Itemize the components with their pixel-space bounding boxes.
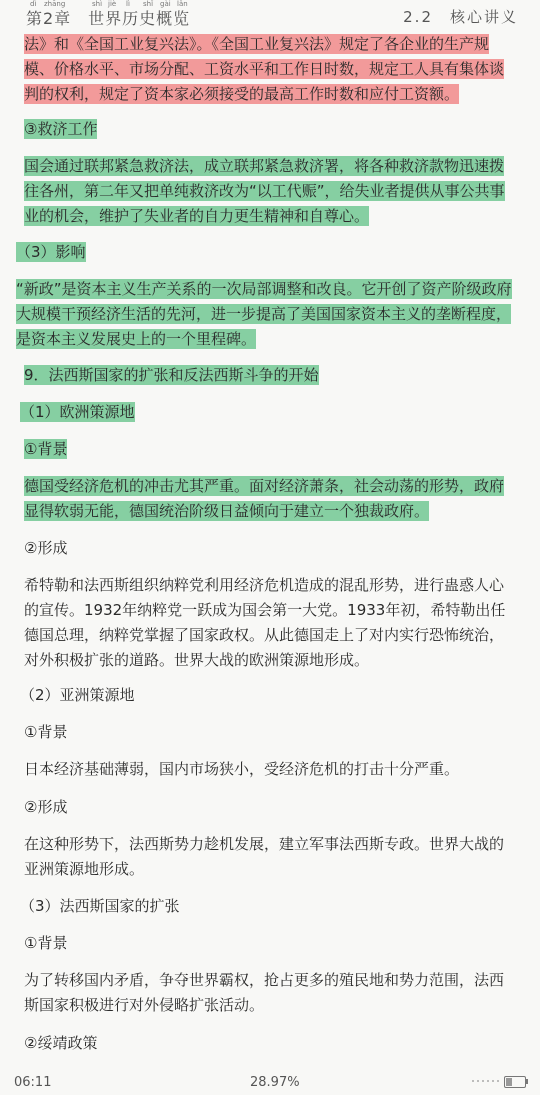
paragraph-asia-background-heading: ①背景: [24, 723, 68, 741]
paragraph-expansion-background: 为了转移国内矛盾，争夺世界霸权，抢占更多的殖民地和势力范围，法西斯国家积极进行对外侵略扩张活动。: [24, 971, 505, 1014]
paragraph-expansion-background-heading: ①背景: [24, 934, 68, 952]
ruby-annotation: dì: [30, 0, 37, 8]
ruby-annotation: lǎn: [177, 0, 188, 8]
ruby-annotation: shǐ: [143, 0, 154, 8]
ruby-annotation: lì: [126, 0, 130, 8]
paragraph-asia-formation-heading: ②形成: [24, 798, 68, 816]
paragraph-relief-heading: ③救济工作: [24, 120, 98, 138]
section-title: 2.2 核心讲义: [403, 8, 518, 26]
status-bar: [0, 1068, 540, 1095]
ruby-annotation: zhāng: [44, 0, 66, 8]
ruby-annotation: gài: [160, 0, 171, 8]
paragraph-europe-source-heading: （1）欧洲策源地: [20, 403, 135, 421]
clock-time: 06:11: [14, 1075, 52, 1090]
paragraph-impact-heading: （3）影响: [16, 243, 86, 261]
battery-level: [506, 1078, 512, 1086]
chapter-title: 第2章 世界历史概览: [26, 9, 191, 28]
page-dots-icon: [470, 1074, 500, 1088]
paragraph-hitler-rise: 希特勒和法西斯组织纳粹党利用经济危机造成的混乱形势，进行蛊惑人心的宣传。1932年纳粹党一跃成为国会第一大党。1933年初，希特勒出任德国总理，纳粹党掌握了国家政权。从此德国走上了对内实行恐怖统治，对外积极扩张的道路。世界大战的欧洲策源地形成。: [24, 576, 506, 669]
battery-icon: [504, 1076, 526, 1088]
paragraph-relief-work: 国会通过联邦紧急救济法，成立联邦紧急救济署，将各种救济款物迅速拨往各州，第二年又把单纯救济改为“以工代赈”，给失业者提供从事公共事业的机会，维护了失业者的自力更生精神和自尊心。: [24, 157, 505, 225]
section-heading-fascist-expansion: 9．法西斯国家的扩张和反法西斯斗争的开始: [24, 366, 319, 384]
reading-progress: 28.97%: [250, 1075, 300, 1090]
paragraph-new-deal-impact: “新政”是资本主义生产关系的一次局部调整和改良。它开创了资产阶级政府大规模干预经济生活的先河，进一步提高了美国国家资本主义的垄断程度，是资本主义发展史上的一个里程碑。: [16, 280, 512, 348]
ruby-annotation: shì: [92, 0, 103, 8]
paragraph-asia-source-heading: （2）亚洲策源地: [20, 686, 135, 704]
page-header: [0, 0, 540, 30]
battery-tip: [526, 1079, 528, 1084]
paragraph-expansion-heading: （3）法西斯国家的扩张: [20, 897, 180, 915]
paragraph-japan-formation: 在这种形势下，法西斯势力趁机发展，建立军事法西斯专政。世界大战的亚洲策源地形成。: [24, 835, 505, 878]
ruby-annotation: jiè: [108, 0, 117, 8]
paragraph-germany-background: 德国受经济危机的冲击尤其严重。面对经济萧条，社会动荡的形势，政府显得软弱无能，德国统治阶级日益倾向于建立一个独裁政府。: [24, 477, 505, 520]
paragraph-appeasement-heading: ②绥靖政策: [24, 1034, 98, 1052]
paragraph-europe-background-heading: ①背景: [24, 440, 68, 458]
paragraph-europe-formation-heading: ②形成: [24, 539, 68, 557]
paragraph-national-industrial-recovery: 法》和《全国工业复兴法》。《全国工业复兴法》规定了各企业的生产规模、价格水平、市场分配、工资水平和工作日时数，规定工人具有集体谈判的权利，规定了资本家必须接受的最高工作时数和应付工资额。: [24, 35, 505, 103]
paragraph-japan-background: 日本经济基础薄弱，国内市场狭小，受经济危机的打击十分严重。: [24, 760, 460, 778]
